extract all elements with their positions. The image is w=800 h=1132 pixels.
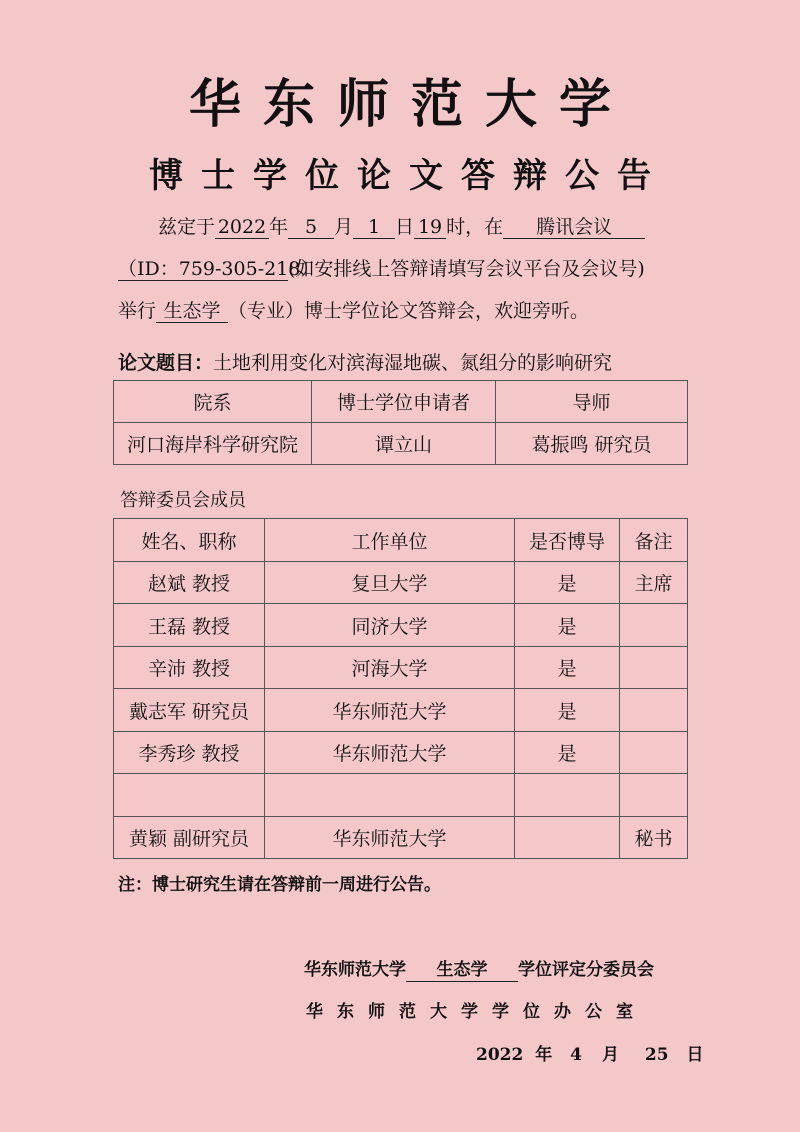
header-is-supervisor: 是否博导 <box>515 519 620 562</box>
notice-venue: 腾讯会议 <box>503 216 645 239</box>
committee-prefix: 华东师范大学 <box>304 960 406 980</box>
member-affiliation: 同济大学 <box>265 604 515 647</box>
member-remark <box>620 774 688 817</box>
committee-table <box>113 518 688 859</box>
meeting-id: （ID：759-305-218） <box>118 258 320 280</box>
notice-line-3 <box>118 296 589 323</box>
applicant-cell: 谭立山 <box>312 423 496 465</box>
member-supervisor: 是 <box>515 689 620 732</box>
member-name: 李秀珍 教授 <box>114 732 265 774</box>
member-remark <box>620 732 688 774</box>
date-year-unit: 年 <box>535 1045 553 1065</box>
table-row <box>114 689 688 732</box>
applicant-table-row <box>114 423 688 465</box>
table-row <box>114 604 688 647</box>
signature-date <box>476 1040 703 1065</box>
notice-month-unit: 月 <box>334 216 354 238</box>
header-department: 院系 <box>114 381 312 423</box>
thesis-label: 论文题目： <box>118 352 214 374</box>
member-remark: 主席 <box>620 562 688 604</box>
member-remark <box>620 647 688 689</box>
member-remark <box>620 604 688 647</box>
footnote: 注：博士研究生请在答辩前一周进行公告。 <box>118 875 441 895</box>
committee-major: 生态学 <box>406 959 518 982</box>
supervisor-cell: 葛振鸣 研究员 <box>496 423 688 465</box>
member-supervisor: 是 <box>515 647 620 689</box>
date-day-unit: 日 <box>686 1045 704 1065</box>
table-row <box>114 562 688 604</box>
member-supervisor: 是 <box>515 604 620 647</box>
committee-table-header <box>114 519 688 562</box>
header-applicant: 博士学位申请者 <box>312 381 496 423</box>
member-affiliation <box>265 774 515 817</box>
member-remark: 秘书 <box>620 817 688 859</box>
member-supervisor: 是 <box>515 732 620 774</box>
notice-year: 2022 <box>215 216 269 239</box>
member-affiliation: 华东师范大学 <box>265 689 515 732</box>
member-affiliation: 复旦大学 <box>265 562 515 604</box>
applicant-table-header <box>114 381 688 423</box>
date-year: 2022 <box>476 1045 524 1065</box>
notice-day: 1 <box>353 216 395 239</box>
committee-heading: 答辩委员会成员 <box>120 490 246 511</box>
table-row <box>114 774 688 817</box>
notice-line-1 <box>158 212 645 239</box>
held-suffix: （专业）博士学位论文答辩会，欢迎旁听。 <box>228 300 590 322</box>
table-row <box>114 732 688 774</box>
department-cell: 河口海岸科学研究院 <box>114 423 312 465</box>
committee-signature <box>304 955 654 982</box>
table-row <box>114 817 688 859</box>
notice-day-unit: 日 <box>395 216 415 238</box>
member-supervisor <box>515 817 620 859</box>
member-name: 戴志军 研究员 <box>114 689 265 732</box>
member-name: 辛沛 教授 <box>114 647 265 689</box>
notice-hour-unit: 时，在 <box>446 216 504 238</box>
member-remark <box>620 689 688 732</box>
member-name <box>114 774 265 817</box>
header-remark: 备注 <box>620 519 688 562</box>
header-affiliation: 工作单位 <box>265 519 515 562</box>
notice-prefix: 兹定于 <box>158 216 216 238</box>
office-signature: 华东师范大学学位办公室 <box>306 1002 647 1022</box>
header-name-title: 姓名、职称 <box>114 519 265 562</box>
notice-year-unit: 年 <box>269 216 289 238</box>
notice-title: 博士学位论文答辩公告 <box>149 156 669 196</box>
university-title: 华东师范大学 <box>188 74 633 135</box>
date-month: 4 <box>570 1045 583 1065</box>
notice-line-2 <box>118 254 645 281</box>
member-supervisor: 是 <box>515 562 620 604</box>
major-field: 生态学 <box>156 300 228 323</box>
committee-suffix: 学位评定分委员会 <box>518 960 654 980</box>
online-hint: (如安排线上答辩请填写会议平台及会议号) <box>288 258 645 280</box>
member-supervisor <box>515 774 620 817</box>
date-month-unit: 月 <box>601 1045 619 1065</box>
notice-month: 5 <box>288 216 334 239</box>
notice-hour: 19 <box>414 216 446 239</box>
member-affiliation: 河海大学 <box>265 647 515 689</box>
thesis-title: 土地利用变化对滨海湿地碳、氮组分的影响研究 <box>213 352 613 374</box>
header-supervisor: 导师 <box>496 381 688 423</box>
member-affiliation: 华东师范大学 <box>265 817 515 859</box>
member-name: 赵斌 教授 <box>114 562 265 604</box>
date-day: 25 <box>644 1045 669 1065</box>
thesis-title-line <box>118 348 612 375</box>
member-name: 黄颖 副研究员 <box>114 817 265 859</box>
member-affiliation: 华东师范大学 <box>265 732 515 774</box>
member-name: 王磊 教授 <box>114 604 265 647</box>
held-prefix: 举行 <box>118 300 157 322</box>
table-row <box>114 647 688 689</box>
applicant-table <box>113 380 688 465</box>
